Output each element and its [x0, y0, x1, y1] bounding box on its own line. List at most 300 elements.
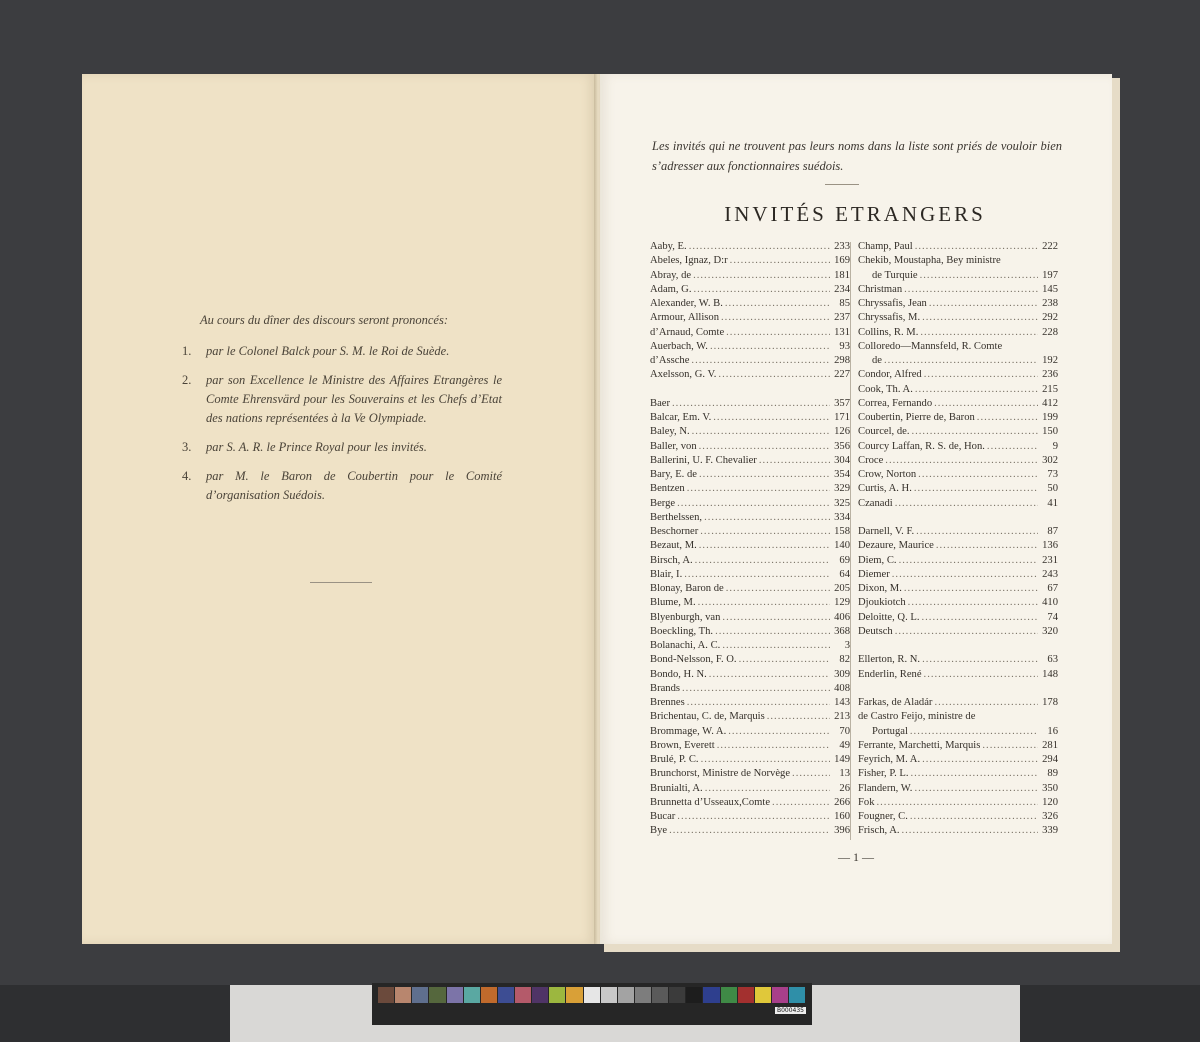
leader-dots [1003, 254, 1038, 268]
leader-dots [726, 582, 830, 596]
guest-page-number: 74 [1047, 611, 1058, 623]
leader-dots [982, 739, 1038, 753]
guest-page-number: 9 [1052, 440, 1058, 452]
guest-name: Chryssafis, M. [858, 312, 921, 324]
guest-name: Chekib, Moustapha, Bey ministre [858, 255, 1001, 267]
guest-name: d’Arnaud, Comte [650, 326, 725, 338]
guest-page-number: 237 [834, 312, 850, 324]
color-swatch [789, 987, 805, 1003]
leader-dots [877, 796, 1039, 810]
guest-notice: Les invités qui ne trouvent pas leurs noms dans la liste sont priés de vouloir bien s’adresser aux fonctionnaires suédois. [652, 139, 1062, 173]
guest-page-number: 222 [1042, 241, 1058, 252]
guest-name: Brands [650, 682, 681, 694]
guest-name: Ferrante, Marchetti, Marquis [858, 739, 981, 751]
guest-name: Ballerini, U. F. Chevalier [650, 454, 757, 466]
list-gap [650, 383, 850, 397]
guest-name: de Turquie [872, 269, 918, 281]
guest-page-number: 410 [1042, 597, 1058, 609]
leader-dots [693, 269, 830, 283]
list-gap [858, 639, 1058, 653]
leader-dots [934, 696, 1038, 710]
color-swatch [738, 987, 754, 1003]
guest-entry [858, 368, 1058, 382]
guest-name: Dezaure, Maurice [858, 540, 934, 552]
leader-dots [977, 710, 1038, 724]
leader-dots [687, 696, 830, 710]
guest-page-number: 243 [1042, 568, 1058, 580]
leader-dots [899, 554, 1038, 568]
speech-item [182, 467, 502, 505]
guest-entry [858, 311, 1058, 325]
leader-dots [902, 824, 1039, 838]
color-swatch [429, 987, 445, 1003]
leader-dots [908, 596, 1038, 610]
guest-entry [650, 725, 850, 739]
guest-name: Blair, I. [650, 568, 683, 580]
leader-dots [918, 468, 1038, 482]
leader-dots [700, 525, 830, 539]
guest-name: Frisch, A. [858, 825, 900, 837]
color-swatch [686, 987, 702, 1003]
guest-page-number: 85 [839, 298, 850, 309]
leader-dots [884, 354, 1038, 368]
guest-page-number: 368 [834, 625, 850, 637]
guest-page-number: 140 [834, 540, 850, 552]
guest-entry [650, 568, 850, 582]
guest-page-number: 16 [1047, 725, 1058, 737]
list-gap [858, 682, 1058, 696]
guest-page-number: 412 [1042, 397, 1058, 409]
leader-dots [701, 753, 830, 767]
guest-entry [858, 326, 1058, 340]
guest-entry [858, 767, 1058, 781]
guest-page-number: 41 [1047, 497, 1058, 509]
guest-name: Croce [858, 454, 884, 466]
guest-page-number: 120 [1042, 796, 1058, 808]
guest-name: Balcar, Em. V. [650, 412, 712, 423]
guest-entry [650, 368, 850, 382]
guest-entry [650, 668, 850, 682]
guest-list-column-right [858, 240, 1058, 839]
guest-entry [650, 539, 850, 553]
leader-dots [709, 668, 830, 682]
leader-dots [722, 611, 830, 625]
guest-entry [858, 411, 1058, 425]
guest-entry [858, 824, 1058, 838]
guest-entry [858, 283, 1058, 297]
guest-page-number: 13 [839, 768, 850, 780]
guest-page-number: 149 [834, 754, 850, 765]
speeches-section [182, 311, 502, 515]
speech-item [182, 371, 502, 428]
leader-dots [792, 767, 830, 781]
guest-entry [650, 753, 850, 767]
guest-page-number: 231 [1042, 554, 1058, 566]
leader-dots [698, 596, 830, 610]
guest-name: Brunialti, A. [650, 782, 703, 794]
color-swatch [532, 987, 548, 1003]
guest-entry [858, 810, 1058, 824]
guest-page-number: 298 [834, 355, 850, 366]
color-swatch [395, 987, 411, 1003]
leader-dots [922, 753, 1038, 767]
guest-name: d’Assche [650, 355, 690, 366]
speech-text: par le Colonel Balck pour S. M. le Roi de Suède. [206, 344, 450, 358]
leader-dots [669, 824, 830, 838]
guest-page-number: 181 [834, 269, 850, 281]
guest-entry [858, 440, 1058, 454]
guest-name: Chryssafis, Jean [858, 298, 927, 309]
color-swatch [721, 987, 737, 1003]
guest-page-number: 70 [839, 725, 850, 737]
guest-name: Dixon, M. [858, 583, 902, 594]
guest-page-number: 178 [1042, 697, 1058, 708]
color-calibration-target [372, 983, 812, 1025]
guest-entry [650, 468, 850, 482]
guest-page-number: 357 [834, 397, 850, 409]
guest-page-number: 356 [834, 440, 850, 452]
leader-dots [717, 739, 830, 753]
guest-page-number: 143 [834, 697, 850, 708]
color-swatch [412, 987, 428, 1003]
leader-dots [915, 383, 1038, 397]
guest-name: Fok [858, 796, 875, 808]
leader-dots [916, 525, 1038, 539]
color-swatch [772, 987, 788, 1003]
guest-page-number: 136 [1042, 540, 1058, 552]
guest-entry [858, 753, 1058, 767]
guest-page-number: 145 [1042, 283, 1058, 295]
leader-dots [691, 354, 830, 368]
guest-entry [858, 383, 1058, 397]
guest-name: Brown, Everett [650, 739, 715, 751]
guest-page-number: 309 [834, 668, 850, 680]
leader-dots [710, 340, 830, 354]
guest-entry [650, 824, 850, 838]
guest-name: Abray, de [650, 269, 692, 281]
guest-entry [650, 311, 850, 325]
guest-entry [650, 340, 850, 354]
speech-number: 4. [182, 469, 192, 483]
guest-entry [858, 397, 1058, 411]
guest-page-number: 199 [1042, 412, 1058, 423]
color-swatch [601, 987, 617, 1003]
target-label-row [378, 1007, 806, 1014]
leader-dots [911, 767, 1039, 781]
guest-entry [858, 254, 1058, 268]
guest-entry [650, 326, 850, 340]
guest-page-number: 26 [839, 782, 850, 794]
leader-dots [914, 482, 1038, 496]
guest-page-number: 3 [844, 640, 850, 651]
guest-name: Correa, Fernando [858, 397, 933, 409]
guest-page-number: 73 [1047, 469, 1058, 480]
guest-name: Courcel, de. [858, 426, 910, 438]
guest-page-number: 326 [1042, 811, 1058, 822]
guest-entry [650, 497, 850, 511]
color-swatch [549, 987, 565, 1003]
guest-page-number: 238 [1042, 298, 1058, 309]
guest-entry [650, 454, 850, 468]
guest-entry [858, 425, 1058, 439]
guest-entry [650, 397, 850, 411]
guest-entry [858, 739, 1058, 753]
color-swatch-strip [378, 987, 806, 1003]
guest-name: Portugal [872, 725, 908, 737]
guest-entry [650, 611, 850, 625]
leader-dots [911, 425, 1038, 439]
guest-name: Bolanachi, A. C. [650, 640, 721, 651]
guest-name: Armour, Allison [650, 312, 720, 324]
guest-page-number: 292 [1042, 312, 1058, 324]
leader-dots [689, 240, 830, 254]
guest-entry [650, 596, 850, 610]
leader-dots [929, 297, 1038, 311]
guest-name: Crow, Norton [858, 469, 917, 480]
leader-dots [726, 326, 830, 340]
guest-entry [650, 440, 850, 454]
guest-name: Christman [858, 283, 903, 295]
color-swatch [635, 987, 651, 1003]
guest-name: Fougner, C. [858, 811, 908, 822]
leader-dots [924, 368, 1038, 382]
guest-entry [858, 696, 1058, 710]
speech-text: par M. le Baron de Coubertin pour le Comité d’organisation Suédois. [206, 469, 502, 502]
guest-page-number [1040, 710, 1058, 724]
guest-entry [650, 782, 850, 796]
guest-page-number: 126 [834, 426, 850, 438]
guest-entry [858, 297, 1058, 311]
guest-page-number: 228 [1042, 326, 1058, 338]
leader-dots [684, 568, 830, 582]
guest-page-number [1040, 340, 1058, 354]
leader-dots [904, 582, 1038, 596]
color-swatch [498, 987, 514, 1003]
leader-dots [922, 311, 1038, 325]
guest-name: Diemer [858, 568, 890, 580]
guest-page-number: 281 [1042, 739, 1058, 751]
guest-name: Bondo, H. N. [650, 668, 707, 680]
leader-dots [677, 810, 830, 824]
page-title: INVITÉS ETRANGERS [724, 202, 986, 226]
guest-page-number: 49 [839, 739, 850, 751]
guest-entry [858, 782, 1058, 796]
leader-dots [699, 440, 830, 454]
leader-dots [904, 283, 1038, 297]
guest-page-number: 67 [1047, 583, 1058, 594]
guest-entry [650, 269, 850, 283]
guest-entry [650, 283, 850, 297]
guest-name: Bezaut, M. [650, 540, 697, 552]
guest-name: Farkas, de Aladár [858, 697, 933, 708]
guest-page-number: 406 [834, 611, 850, 623]
leader-dots [699, 539, 830, 553]
guest-entry [650, 254, 850, 268]
target-id: B000435 [776, 1007, 804, 1014]
guest-page-number: 171 [834, 412, 850, 423]
guest-page-number: 205 [834, 583, 850, 594]
guest-name: Enderlin, René [858, 668, 922, 680]
guest-name: Cook, Th. A. [858, 383, 913, 395]
guest-page-number: 294 [1042, 754, 1058, 765]
leader-dots [705, 782, 830, 796]
leader-dots [721, 311, 830, 325]
leader-dots [914, 782, 1038, 796]
leader-dots [682, 682, 830, 696]
column-divider [850, 242, 851, 840]
guest-name: de Castro Feijo, ministre de [858, 711, 976, 723]
leader-dots [920, 269, 1038, 283]
leader-dots [718, 368, 830, 382]
guest-entry [858, 725, 1058, 739]
leader-dots [977, 411, 1038, 425]
guest-entry [650, 482, 850, 496]
guest-entry [858, 625, 1058, 639]
guest-entry [858, 710, 1058, 724]
guest-entry [858, 668, 1058, 682]
color-swatch [652, 987, 668, 1003]
guest-name: Blyenburgh, van [650, 611, 721, 623]
guest-name: Ellerton, R. N. [858, 654, 921, 666]
guest-entry [858, 653, 1058, 667]
guest-page-number: 82 [839, 654, 850, 666]
guest-page-number: 236 [1042, 369, 1058, 381]
leader-dots [722, 639, 830, 653]
guest-entry [858, 354, 1058, 368]
leader-dots [730, 254, 830, 268]
leader-dots [713, 411, 830, 425]
guest-name: Brennes [650, 697, 685, 708]
guest-page-number: 339 [1042, 825, 1058, 837]
guest-name: Berthelssen, [650, 511, 703, 523]
divider-rule [310, 582, 372, 583]
guest-name: Brunchorst, Ministre de Norvège [650, 768, 791, 780]
guest-page-number: 50 [1047, 483, 1058, 495]
leader-dots [695, 554, 830, 568]
guest-name: Condor, Alfred [858, 369, 922, 381]
leader-dots [922, 611, 1039, 625]
guest-page-number: 197 [1042, 269, 1058, 281]
guest-entry [858, 482, 1058, 496]
leader-dots [920, 326, 1038, 340]
guest-entry [858, 340, 1058, 354]
guest-entry [650, 796, 850, 810]
leader-dots [677, 497, 830, 511]
guest-name: Brulé, P. C. [650, 754, 699, 765]
guest-page-number: 150 [1042, 426, 1058, 438]
speech-item [182, 438, 502, 457]
guest-page-number: 334 [834, 511, 850, 523]
guest-name: Beschorner [650, 526, 699, 537]
leader-dots [892, 568, 1038, 582]
speech-text: par S. A. R. le Prince Royal pour les invités. [206, 440, 427, 454]
guest-name: Birsch, A. [650, 554, 693, 566]
guest-name: Bentzen [650, 483, 685, 495]
guest-name: Czanadi [858, 497, 893, 509]
guest-entry [858, 468, 1058, 482]
leader-dots [910, 725, 1038, 739]
guest-name: Fisher, P. L. [858, 768, 909, 780]
guest-page-number: 192 [1042, 355, 1058, 366]
leader-dots [699, 468, 830, 482]
background-shadow-left [0, 985, 230, 1042]
speech-text: par son Excellence le Ministre des Affaires Etrangères le Comte Ehrensvärd pour les Souverains et les Chefs d’Etat des nations représentées à la Ve Olympiade. [206, 373, 502, 425]
guest-page-number: 64 [839, 568, 850, 580]
guest-page-number: 302 [1042, 454, 1058, 466]
leader-dots [1004, 340, 1038, 354]
leader-dots [715, 625, 830, 639]
leader-dots [885, 454, 1038, 468]
guest-page-number: 408 [834, 682, 850, 694]
guest-name: Colloredo—Mannsfeld, R. Comte [858, 340, 1003, 352]
guest-page-number: 63 [1047, 654, 1058, 666]
speech-number: 3. [182, 440, 192, 454]
guest-list-column-left [650, 240, 850, 839]
guest-entry [650, 682, 850, 696]
guest-entry [650, 625, 850, 639]
guest-entry [650, 297, 850, 311]
guest-page-number: 266 [834, 796, 850, 808]
color-swatch [481, 987, 497, 1003]
guest-name: Diem, C. [858, 554, 897, 566]
guest-name: Blume, M. [650, 597, 696, 609]
guest-name: Boeckling, Th. [650, 625, 714, 637]
guest-entry [650, 710, 850, 724]
guest-entry [858, 582, 1058, 596]
color-swatch [618, 987, 634, 1003]
guest-entry [858, 269, 1058, 283]
guest-name: Deutsch [858, 625, 893, 637]
guest-name: Bye [650, 825, 668, 837]
guest-name: de [872, 355, 882, 366]
guest-entry [650, 425, 850, 439]
guest-entry [650, 696, 850, 710]
guest-page-number: 213 [834, 711, 850, 723]
guest-entry [650, 739, 850, 753]
guest-entry [858, 525, 1058, 539]
guest-name: Baller, von [650, 440, 697, 452]
speech-item [182, 342, 502, 361]
color-swatch [447, 987, 463, 1003]
leader-dots [692, 425, 830, 439]
leader-dots [895, 497, 1038, 511]
guest-page-number: 329 [834, 483, 850, 495]
guest-entry [650, 511, 850, 525]
leader-dots [910, 810, 1038, 824]
guest-page-number: 320 [1042, 625, 1058, 637]
speeches-intro: Au cours du dîner des discours seront prononcés: [200, 313, 449, 327]
guest-name: Brommage, W. A. [650, 725, 727, 737]
guest-name: Coubertin, Pierre de, Baron [858, 412, 975, 423]
guest-entry [650, 810, 850, 824]
guest-entry [650, 653, 850, 667]
guest-name: Abeles, Ignaz, D:r [650, 255, 728, 267]
color-swatch [703, 987, 719, 1003]
guest-entry [650, 767, 850, 781]
leader-dots [672, 397, 830, 411]
right-page [600, 74, 1112, 944]
guest-name: Bucar [650, 811, 676, 822]
leader-dots [922, 653, 1038, 667]
guest-entry [858, 539, 1058, 553]
guest-name: Aaby, E. [650, 241, 687, 252]
guest-entry [650, 525, 850, 539]
guest-name: Auerbach, W. [650, 340, 708, 352]
color-swatch [566, 987, 582, 1003]
guest-name: Baer [650, 397, 670, 409]
guest-entry [650, 639, 850, 653]
leader-dots [728, 725, 830, 739]
